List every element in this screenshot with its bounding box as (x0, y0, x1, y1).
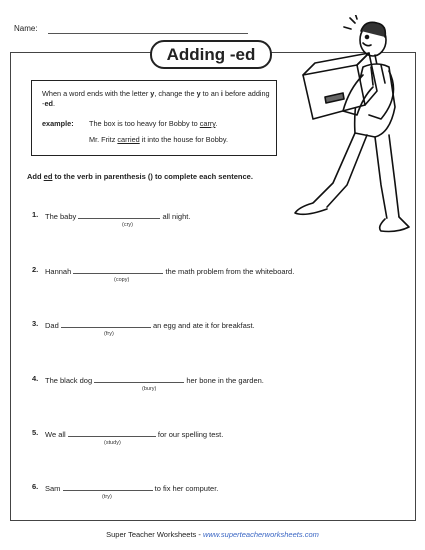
answer-line-5[interactable] (68, 428, 156, 437)
example-sentence-2: Mr. Fritz carried it into the house for Bobby. (89, 135, 228, 144)
rule-box (31, 80, 277, 156)
footer-link[interactable]: www.superteacherworksheets.com (202, 530, 319, 539)
instructions: Add ed to the verb in parenthesis () to complete each sentence. (27, 172, 253, 181)
footer (0, 530, 425, 539)
worksheet-title: Adding -ed (150, 40, 272, 69)
name-field-line[interactable] (48, 33, 248, 34)
hint-6: (try) (102, 494, 112, 500)
answer-line-1[interactable] (78, 210, 160, 219)
rule-text: When a word ends with the letter y, change the y to an i before adding -ed. (42, 89, 270, 108)
footer-brand: Super Teacher Worksheets - (106, 530, 203, 539)
example-label: example: (42, 119, 74, 128)
hint-3: (fry) (104, 331, 114, 337)
answer-line-6[interactable] (63, 482, 153, 491)
hint-4: (bury) (142, 386, 157, 392)
hint-2: (copy) (114, 277, 130, 283)
answer-line-3[interactable] (61, 319, 151, 328)
answer-line-2[interactable] (73, 265, 163, 274)
man-carrying-box-illustration (285, 15, 415, 240)
hint-1: (cry) (122, 222, 133, 228)
hint-5: (study) (104, 440, 121, 446)
name-label: Name: (14, 24, 38, 33)
example-sentence-1: The box is too heavy for Bobby to carry. (89, 119, 218, 128)
answer-line-4[interactable] (94, 374, 184, 383)
